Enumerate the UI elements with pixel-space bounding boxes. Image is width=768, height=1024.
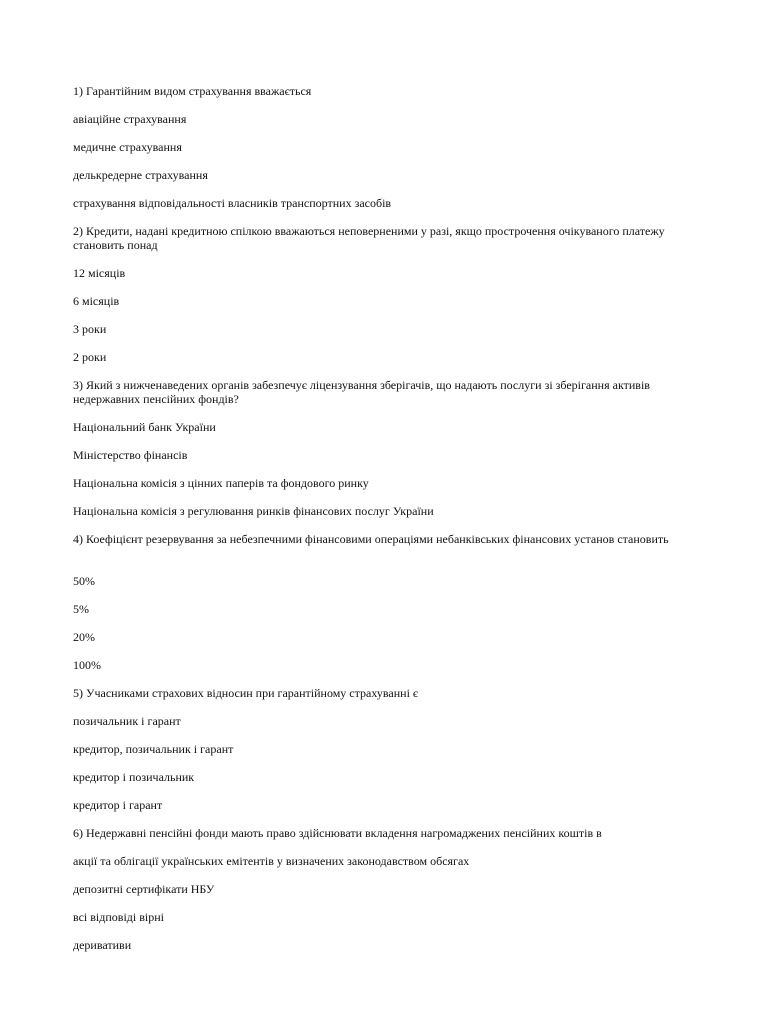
question-4-option-2: 5% [73, 602, 89, 616]
question-2-text: 2) Кредити, надані кредитною спілкою вважаються неповерненими у разі, якщо прострочення очікуваного платежу становить понад [73, 224, 665, 252]
question-2-option-3: 3 роки [73, 322, 107, 336]
question-3-option-3: Національна комісія з цінних паперів та фондового ринку [73, 476, 369, 490]
question-6-option-1: акції та облігації українських емітентів у визначених законодавством обсягах [73, 854, 470, 868]
question-6-text: 6) Недержавні пенсійні фонди мають право здійснювати вкладення нагромаджених пенсійних коштів в [73, 826, 602, 840]
question-2-option-1: 12 місяців [73, 266, 126, 280]
question-4-text: 4) Коефіцієнт резервування за небезпечними фінансовими операціями небанківських фінансових установ становить [73, 532, 669, 546]
question-4-option-3: 20% [73, 630, 95, 644]
question-6-option-2: депозитні сертифікати НБУ [73, 882, 215, 896]
question-6-option-4: деривативи [73, 938, 132, 952]
question-3-option-2: Міністерство фінансів [73, 448, 188, 462]
question-4-option-1: 50% [73, 574, 95, 588]
question-2-option-2: 6 місяців [73, 294, 120, 308]
question-1-option-2: медичне страхування [73, 140, 182, 154]
question-3-option-4: Національна комісія з регулювання ринків фінансових послуг України [73, 504, 434, 518]
question-5-option-2: кредитор, позичальник і гарант [73, 742, 234, 756]
question-2-option-4: 2 роки [73, 350, 107, 364]
question-6-option-3: всі відповіді вірні [73, 910, 164, 924]
question-3-text: 3) Який з нижченаведених органів забезпечує ліцензування зберігачів, що надають послуги зі зберігання активів недержавних пенсійних фондів? [73, 378, 650, 406]
question-5-text: 5) Учасниками страхових відносин при гарантійному страхуванні є [73, 686, 419, 700]
question-3-option-1: Національний банк України [73, 420, 216, 434]
question-5-option-1: позичальник і гарант [73, 714, 181, 728]
question-5-option-3: кредитор і позичальник [73, 770, 195, 784]
question-1-text: 1) Гарантійним видом страхування вважається [73, 84, 312, 98]
question-1-option-1: авіаційне страхування [73, 112, 187, 126]
question-1-option-4: страхування відповідальності власників транспортних засобів [73, 196, 392, 210]
document-page [73, 0, 673, 1024]
question-1-option-3: делькредерне страхування [73, 168, 208, 182]
question-4-option-4: 100% [73, 658, 101, 672]
question-5-option-4: кредитор і гарант [73, 798, 163, 812]
